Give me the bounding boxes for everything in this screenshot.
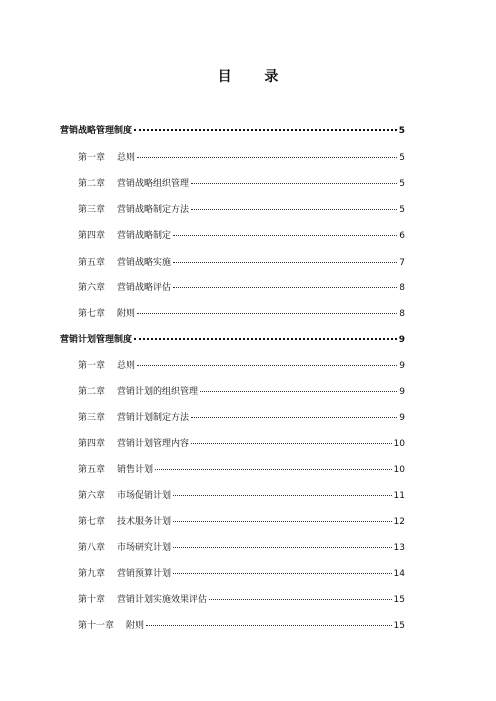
page-number: 14 [393, 569, 405, 579]
toc-section[interactable] [60, 123, 405, 136]
section-title: 营销计划管理制度 [60, 335, 133, 345]
chapter-number: 第四章 [78, 231, 106, 241]
chapter-number: 第十一章 [78, 621, 115, 631]
chapter-title: 营销计划实施效果评估 [117, 595, 208, 605]
toc-chapter[interactable] [78, 540, 405, 553]
toc-chapter[interactable] [78, 150, 405, 163]
chapter-number: 第一章 [78, 153, 106, 163]
dot-leader [209, 599, 392, 600]
chapter-title: 总则 [117, 153, 136, 163]
chapter-number: 第三章 [78, 413, 106, 423]
chapter-title: 营销战略制定方法 [117, 205, 190, 215]
dot-leader [173, 495, 392, 496]
dot-leader [191, 209, 397, 210]
chapter-number: 第五章 [78, 465, 106, 475]
chapter-number: 第三章 [78, 205, 106, 215]
page-number: 8 [399, 309, 405, 319]
page-number: 10 [393, 439, 405, 449]
page-number: 10 [393, 465, 405, 475]
toc-title: 目 录 [217, 69, 293, 85]
chapter-title: 营销预算计划 [117, 569, 172, 579]
page-number: 6 [399, 231, 405, 241]
chapter-title: 附则 [117, 309, 136, 319]
page-number: 12 [393, 517, 405, 527]
toc-chapter[interactable] [78, 436, 405, 449]
page-number: 5 [399, 153, 405, 163]
toc-chapter[interactable] [78, 306, 405, 319]
toc-chapter[interactable] [78, 488, 405, 501]
toc-chapter[interactable] [78, 592, 405, 605]
chapter-number: 第六章 [78, 491, 106, 501]
chapter-title: 市场促销计划 [117, 491, 172, 501]
chapter-title: 营销战略实施 [117, 258, 172, 268]
chapter-number: 第八章 [78, 543, 106, 553]
dot-leader [173, 235, 397, 236]
chapter-number: 第六章 [78, 283, 106, 293]
chapter-title: 营销战略组织管理 [117, 179, 190, 189]
chapter-number: 第二章 [78, 387, 106, 397]
chapter-number: 第七章 [78, 309, 106, 319]
toc-chapter[interactable] [78, 410, 405, 423]
dot-leader [137, 313, 397, 314]
chapter-title: 营销战略制定 [117, 231, 172, 241]
page-number: 15 [393, 621, 405, 631]
toc-chapter[interactable] [78, 618, 405, 631]
dot-leader [191, 417, 397, 418]
page-number: 5 [399, 179, 405, 189]
dot-leader [173, 262, 397, 263]
chapter-number: 第五章 [78, 258, 106, 268]
toc-chapter[interactable] [78, 202, 405, 215]
toc-chapter[interactable] [78, 514, 405, 527]
chapter-number: 第九章 [78, 569, 106, 579]
dot-leader [146, 625, 392, 626]
toc-chapter[interactable] [78, 280, 405, 293]
chapter-title: 营销计划管理内容 [117, 439, 190, 449]
toc-chapter[interactable] [78, 462, 405, 475]
chapter-title: 技术服务计划 [117, 517, 172, 527]
page-number: 7 [399, 258, 405, 268]
dot-leader [155, 469, 392, 470]
page-number: 13 [393, 543, 405, 553]
chapter-title: 营销计划的组织管理 [117, 387, 199, 397]
dot-leader [191, 183, 397, 184]
dot-leader [173, 521, 392, 522]
toc-chapter[interactable] [78, 384, 405, 397]
page-number: 8 [399, 283, 405, 293]
toc-chapter[interactable] [78, 358, 405, 371]
chapter-title: 附则 [126, 621, 145, 631]
page-number: 9 [399, 413, 405, 423]
chapter-title: 市场研究计划 [117, 543, 172, 553]
dot-leader [173, 573, 392, 574]
dot-leader [134, 129, 397, 131]
toc-chapter[interactable] [78, 176, 405, 189]
chapter-number: 第一章 [78, 361, 106, 371]
dot-leader [191, 443, 392, 444]
dot-leader [134, 338, 397, 340]
page-number: 5 [399, 205, 405, 215]
chapter-number: 第十章 [78, 595, 106, 605]
page-number: 9 [398, 335, 405, 345]
page-number: 15 [393, 595, 405, 605]
section-title: 营销战略管理制度 [60, 126, 133, 136]
page-number: 11 [393, 491, 405, 501]
dot-leader [200, 391, 397, 392]
dot-leader [137, 157, 397, 158]
chapter-number: 第七章 [78, 517, 106, 527]
chapter-title: 营销计划制定方法 [117, 413, 190, 423]
page-number: 9 [399, 361, 405, 371]
toc-chapter[interactable] [78, 566, 405, 579]
page-number: 5 [398, 126, 405, 136]
chapter-number: 第二章 [78, 179, 106, 189]
dot-leader [137, 365, 397, 366]
dot-leader [173, 547, 392, 548]
chapter-title: 营销战略评估 [117, 283, 172, 293]
chapter-title: 总则 [117, 361, 136, 371]
chapter-number: 第四章 [78, 439, 106, 449]
page-number: 9 [399, 387, 405, 397]
dot-leader [173, 287, 397, 288]
chapter-title: 销售计划 [117, 465, 154, 475]
toc-chapter[interactable] [78, 255, 405, 268]
toc-section[interactable] [60, 332, 405, 345]
toc-chapter[interactable] [78, 228, 405, 241]
